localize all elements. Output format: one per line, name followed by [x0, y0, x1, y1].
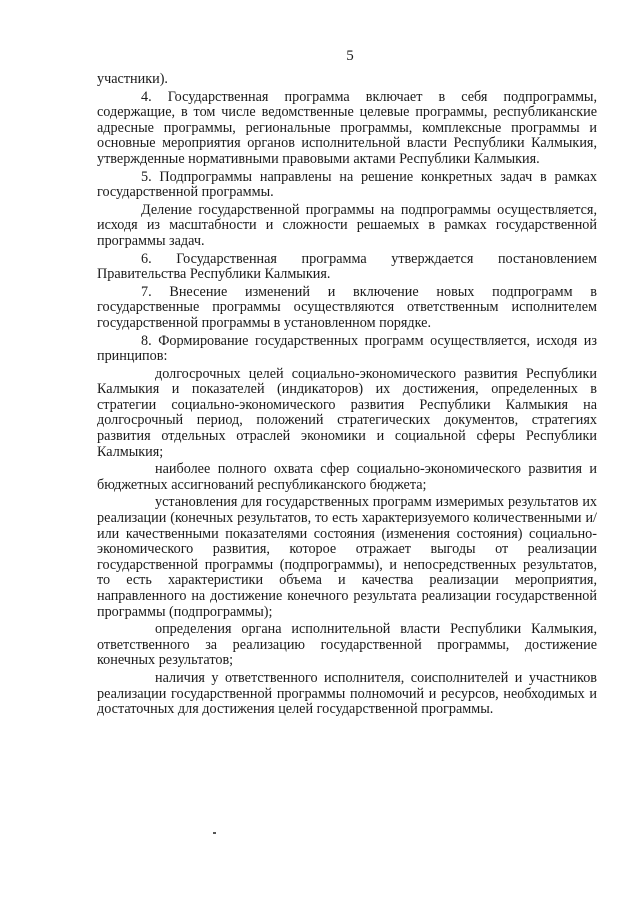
paragraph-subdivision: Деление государственной программы на подпрограммы осуществляется, исходя из масштабности и сложности решаемых в рамках государственной программы задач.	[97, 201, 597, 249]
principle-full-coverage: наиболее полного охвата сфер социально-экономического развития и бюджетных ассигнований республиканского бюджета;	[97, 461, 597, 493]
principle-measurable-results: установления для государственных программ измеримых результатов их реализации (конечных результатов, то есть характеризуемого количественными и/или качественными показателями состояния (изменения состояния) социально-экономического развития, которое отражает выгоды от реализации государственной программы (подпрограммы), и непосредственных результатов, то есть характеристики объема и качества реализации мероприятия, направленного на достижение конечного результата реализации государственной программы (подпрограммы);	[97, 494, 597, 620]
paragraph-item-4: 4. Государственная программа включает в себя подпрограммы, содержащие, в том числе ведомственные целевые программы, республиканские адресные программы, региональные программы, комплексные программы и основные мероприятия органов исполнительной власти Республики Калмыкия, утвержденные нормативными правовыми актами Республики Калмыкия.	[97, 88, 597, 167]
principle-long-term-goals: долгосрочных целей социально-экономического развития Республики Калмыкия и показателей (индикаторов) их достижения, определенных в стратегии социально-экономического развития Республики Калмыкия на долгосрочный период, положений стратегических документов, стратегиях развития отдельных отраслей экономики и социальной сферы Республики Калмыкия;	[97, 365, 597, 460]
scan-speck	[213, 832, 216, 834]
principle-responsible-body: определения органа исполнительной власти Республики Калмыкия, ответственного за реализацию государственной программы, достижение конечных результатов;	[97, 621, 597, 669]
paragraph-item-8: 8. Формирование государственных программ осуществляется, исходя из принципов:	[97, 332, 597, 365]
document-body	[97, 72, 597, 720]
paragraph-item-5: 5. Подпрограммы направлены на решение конкретных задач в рамках государственной программы.	[97, 168, 597, 201]
principle-authority-resources: наличия у ответственного исполнителя, соисполнителей и участников реализации государственной программы полномочий и ресурсов, необходимых и достаточных для достижения целей государственной программы.	[97, 669, 597, 718]
paragraph-continuation: участники).	[97, 71, 168, 87]
paragraph-item-6: 6. Государственная программа утверждается постановлением Правительства Республики Калмыкия.	[97, 250, 597, 283]
paragraph-item-7: 7. Внесение изменений и включение новых подпрограмм в государственные программы осуществляются ответственным исполнителем государственной программы в установленном порядке.	[97, 283, 597, 331]
page-number: 5	[346, 48, 354, 64]
